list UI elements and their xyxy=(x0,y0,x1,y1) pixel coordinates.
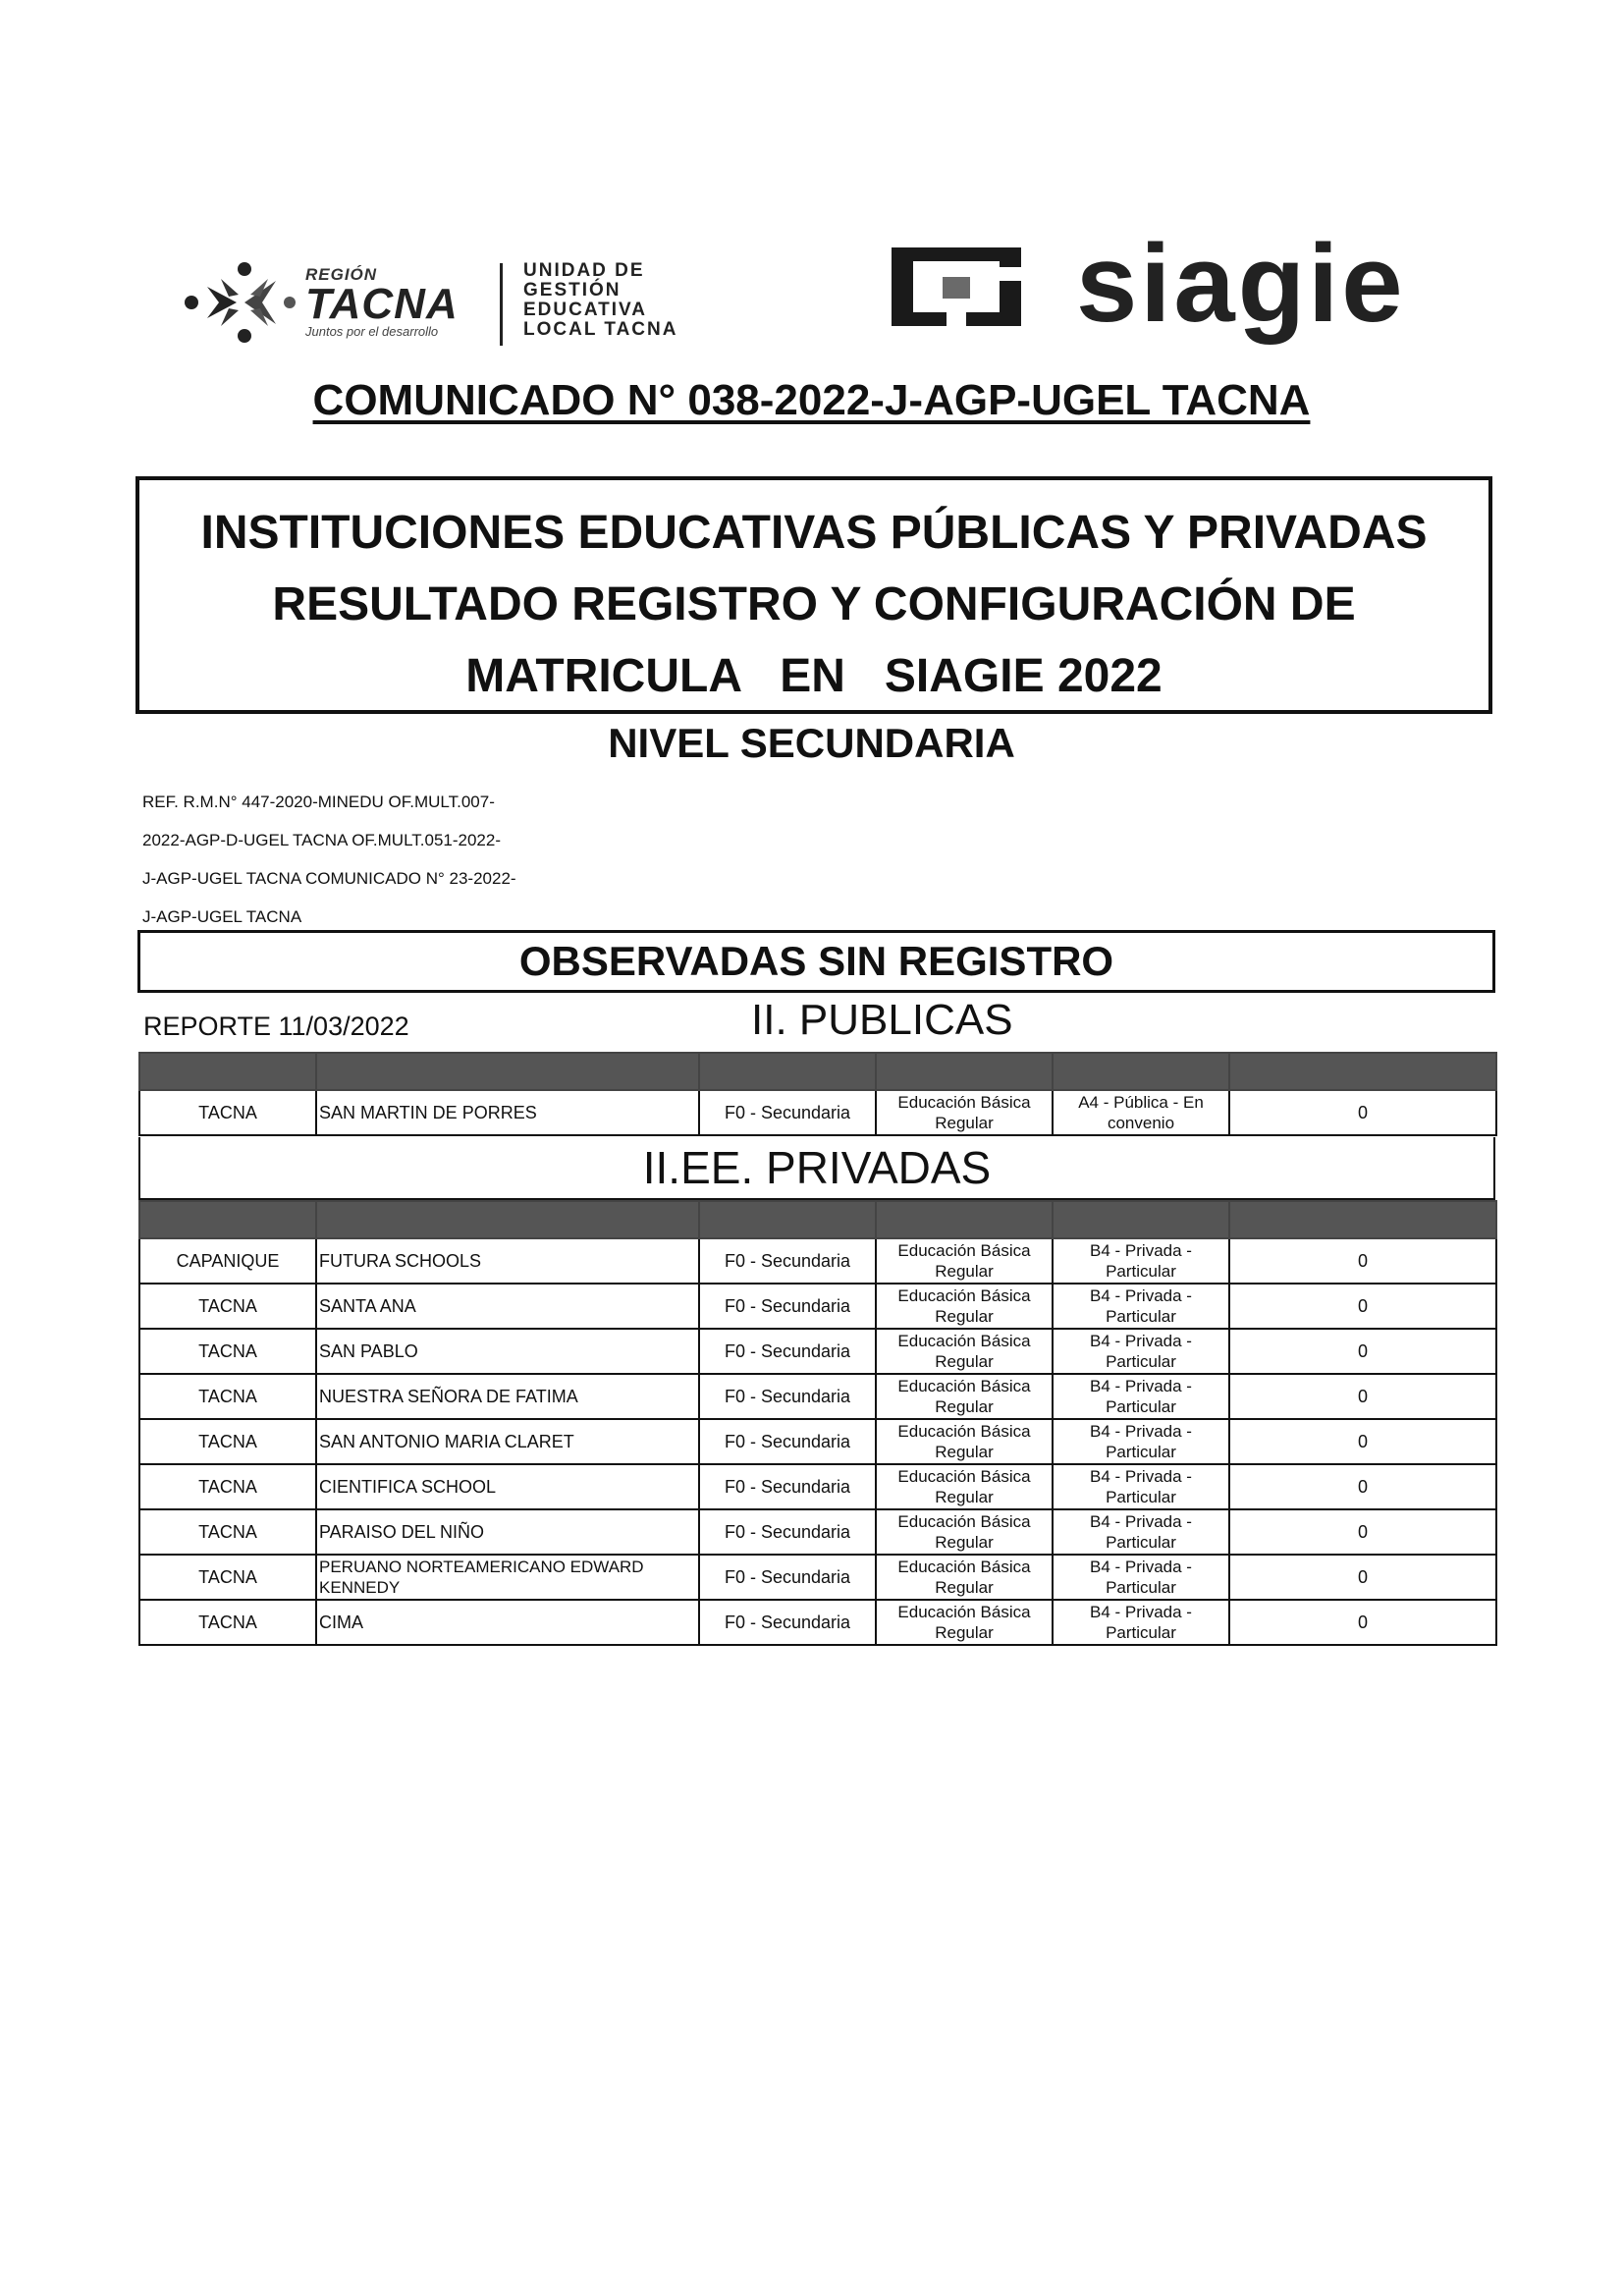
district-cell: CAPANIQUE xyxy=(139,1238,316,1284)
table-row xyxy=(139,1238,1496,1284)
management-cell: B4 - Privada - Particular xyxy=(1053,1509,1229,1555)
ref-line: REF. R.M.N° 447-2020-MINEDU OF.MULT.007- xyxy=(142,793,495,811)
modality-cell: Educación Básica Regular xyxy=(876,1509,1053,1555)
ref-line: J-AGP-UGEL TACNA xyxy=(142,907,302,926)
management-cell: B4 - Privada - Particular xyxy=(1053,1600,1229,1645)
modality-cell: Educación Básica Regular xyxy=(876,1419,1053,1464)
region-emblem-icon xyxy=(180,257,298,348)
header-cell xyxy=(1053,1201,1229,1238)
title-line-2: RESULTADO REGISTRO Y CONFIGURACIÓN DE xyxy=(272,578,1356,630)
header-cell xyxy=(876,1201,1053,1238)
region-tagline: Juntos por el desarrollo xyxy=(305,324,439,339)
modality-cell: Educación Básica Regular xyxy=(876,1090,1053,1135)
table-header-row xyxy=(139,1201,1496,1238)
title-line-3: MATRICULA EN SIAGIE 2022 xyxy=(465,650,1163,702)
siagie-wordmark: siagie xyxy=(1076,222,1406,345)
count-cell: 0 xyxy=(1229,1284,1496,1329)
table-row xyxy=(139,1284,1496,1329)
level-cell: F0 - Secundaria xyxy=(699,1419,876,1464)
level-cell: F0 - Secundaria xyxy=(699,1509,876,1555)
school-name-cell: SAN ANTONIO MARIA CLARET xyxy=(316,1419,699,1464)
table-row xyxy=(139,1555,1496,1600)
school-name-cell: FUTURA SCHOOLS xyxy=(316,1238,699,1284)
modality-cell: Educación Básica Regular xyxy=(876,1374,1053,1419)
school-name-cell: CIENTIFICA SCHOOL xyxy=(316,1464,699,1509)
publicas-table xyxy=(138,1052,1497,1136)
header-cell xyxy=(1229,1053,1496,1090)
school-name-cell: PARAISO DEL NIÑO xyxy=(316,1509,699,1555)
header-cell xyxy=(876,1053,1053,1090)
district-cell: TACNA xyxy=(139,1419,316,1464)
header-cell xyxy=(316,1053,699,1090)
header-cell xyxy=(316,1201,699,1238)
district-cell: TACNA xyxy=(139,1464,316,1509)
table-row xyxy=(139,1509,1496,1555)
reference-block xyxy=(142,783,594,936)
header-cell xyxy=(699,1053,876,1090)
level-cell: F0 - Secundaria xyxy=(699,1464,876,1509)
management-cell: B4 - Privada - Particular xyxy=(1053,1284,1229,1329)
district-cell: TACNA xyxy=(139,1284,316,1329)
publicas-heading: II. PUBLICAS xyxy=(751,996,1013,1044)
ugel-name: UNIDAD DE GESTIÓN EDUCATIVA LOCAL TACNA xyxy=(523,260,678,340)
modality-cell: Educación Básica Regular xyxy=(876,1600,1053,1645)
modality-cell: Educación Básica Regular xyxy=(876,1238,1053,1284)
modality-cell: Educación Básica Regular xyxy=(876,1555,1053,1600)
count-cell: 0 xyxy=(1229,1419,1496,1464)
count-cell: 0 xyxy=(1229,1238,1496,1284)
school-name-cell: SAN MARTIN DE PORRES xyxy=(316,1090,699,1135)
header-cell xyxy=(139,1053,316,1090)
region-label: REGIÓN xyxy=(305,265,378,284)
modality-cell: Educación Básica Regular xyxy=(876,1464,1053,1509)
school-name-cell: SAN PABLO xyxy=(316,1329,699,1374)
level-cell: F0 - Secundaria xyxy=(699,1284,876,1329)
management-cell: B4 - Privada - Particular xyxy=(1053,1329,1229,1374)
table-row xyxy=(139,1464,1496,1509)
count-cell: 0 xyxy=(1229,1509,1496,1555)
district-cell: TACNA xyxy=(139,1329,316,1374)
siagie-mark-icon xyxy=(882,242,1031,332)
level-cell: F0 - Secundaria xyxy=(699,1374,876,1419)
table-row xyxy=(139,1600,1496,1645)
management-cell: B4 - Privada - Particular xyxy=(1053,1419,1229,1464)
count-cell: 0 xyxy=(1229,1555,1496,1600)
level-cell: F0 - Secundaria xyxy=(699,1238,876,1284)
management-cell: B4 - Privada - Particular xyxy=(1053,1464,1229,1509)
district-cell: TACNA xyxy=(139,1090,316,1135)
region-name: TACNA xyxy=(305,280,459,328)
title-line-1: INSTITUCIONES EDUCATIVAS PÚBLICAS Y PRIVADAS xyxy=(200,507,1428,559)
nivel-heading: NIVEL SECUNDARIA xyxy=(608,720,1015,766)
school-name-cell: CIMA xyxy=(316,1600,699,1645)
count-cell: 0 xyxy=(1229,1090,1496,1135)
title-box xyxy=(135,476,1492,714)
count-cell: 0 xyxy=(1229,1464,1496,1509)
table-header-row xyxy=(139,1053,1496,1090)
observadas-heading: OBSERVADAS SIN REGISTRO xyxy=(137,930,1495,993)
privadas-heading: II.EE. PRIVADAS xyxy=(138,1137,1495,1200)
header-cell xyxy=(699,1201,876,1238)
ref-line: J-AGP-UGEL TACNA COMUNICADO N° 23-2022- xyxy=(142,869,516,888)
count-cell: 0 xyxy=(1229,1374,1496,1419)
header-cell xyxy=(1229,1201,1496,1238)
report-date: REPORTE 11/03/2022 xyxy=(143,1011,409,1041)
count-cell: 0 xyxy=(1229,1329,1496,1374)
modality-cell: Educación Básica Regular xyxy=(876,1329,1053,1374)
level-cell: F0 - Secundaria xyxy=(699,1090,876,1135)
level-cell: F0 - Secundaria xyxy=(699,1600,876,1645)
logo-divider xyxy=(500,263,503,346)
district-cell: TACNA xyxy=(139,1509,316,1555)
header-cell xyxy=(139,1201,316,1238)
count-cell: 0 xyxy=(1229,1600,1496,1645)
header-cell xyxy=(1053,1053,1229,1090)
table-row xyxy=(139,1374,1496,1419)
district-cell: TACNA xyxy=(139,1600,316,1645)
school-name-cell: PERUANO NORTEAMERICANO EDWARD KENNEDY xyxy=(316,1555,699,1600)
modality-cell: Educación Básica Regular xyxy=(876,1284,1053,1329)
management-cell: B4 - Privada - Particular xyxy=(1053,1374,1229,1419)
district-cell: TACNA xyxy=(139,1555,316,1600)
region-tacna-logo xyxy=(180,257,690,348)
school-name-cell: SANTA ANA xyxy=(316,1284,699,1329)
district-cell: TACNA xyxy=(139,1374,316,1419)
level-cell: F0 - Secundaria xyxy=(699,1329,876,1374)
table-row xyxy=(139,1329,1496,1374)
level-cell: F0 - Secundaria xyxy=(699,1555,876,1600)
school-name-cell: NUESTRA SEÑORA DE FATIMA xyxy=(316,1374,699,1419)
table-row xyxy=(139,1090,1496,1135)
comunicado-title: COMUNICADO N° 038-2022-J-AGP-UGEL TACNA xyxy=(312,376,1311,424)
management-cell: B4 - Privada - Particular xyxy=(1053,1555,1229,1600)
table-row xyxy=(139,1419,1496,1464)
siagie-logo xyxy=(882,222,1471,345)
ref-line: 2022-AGP-D-UGEL TACNA OF.MULT.051-2022- xyxy=(142,831,502,849)
management-cell: B4 - Privada - Particular xyxy=(1053,1238,1229,1284)
privadas-table xyxy=(138,1200,1497,1646)
management-cell: A4 - Pública - En convenio xyxy=(1053,1090,1229,1135)
